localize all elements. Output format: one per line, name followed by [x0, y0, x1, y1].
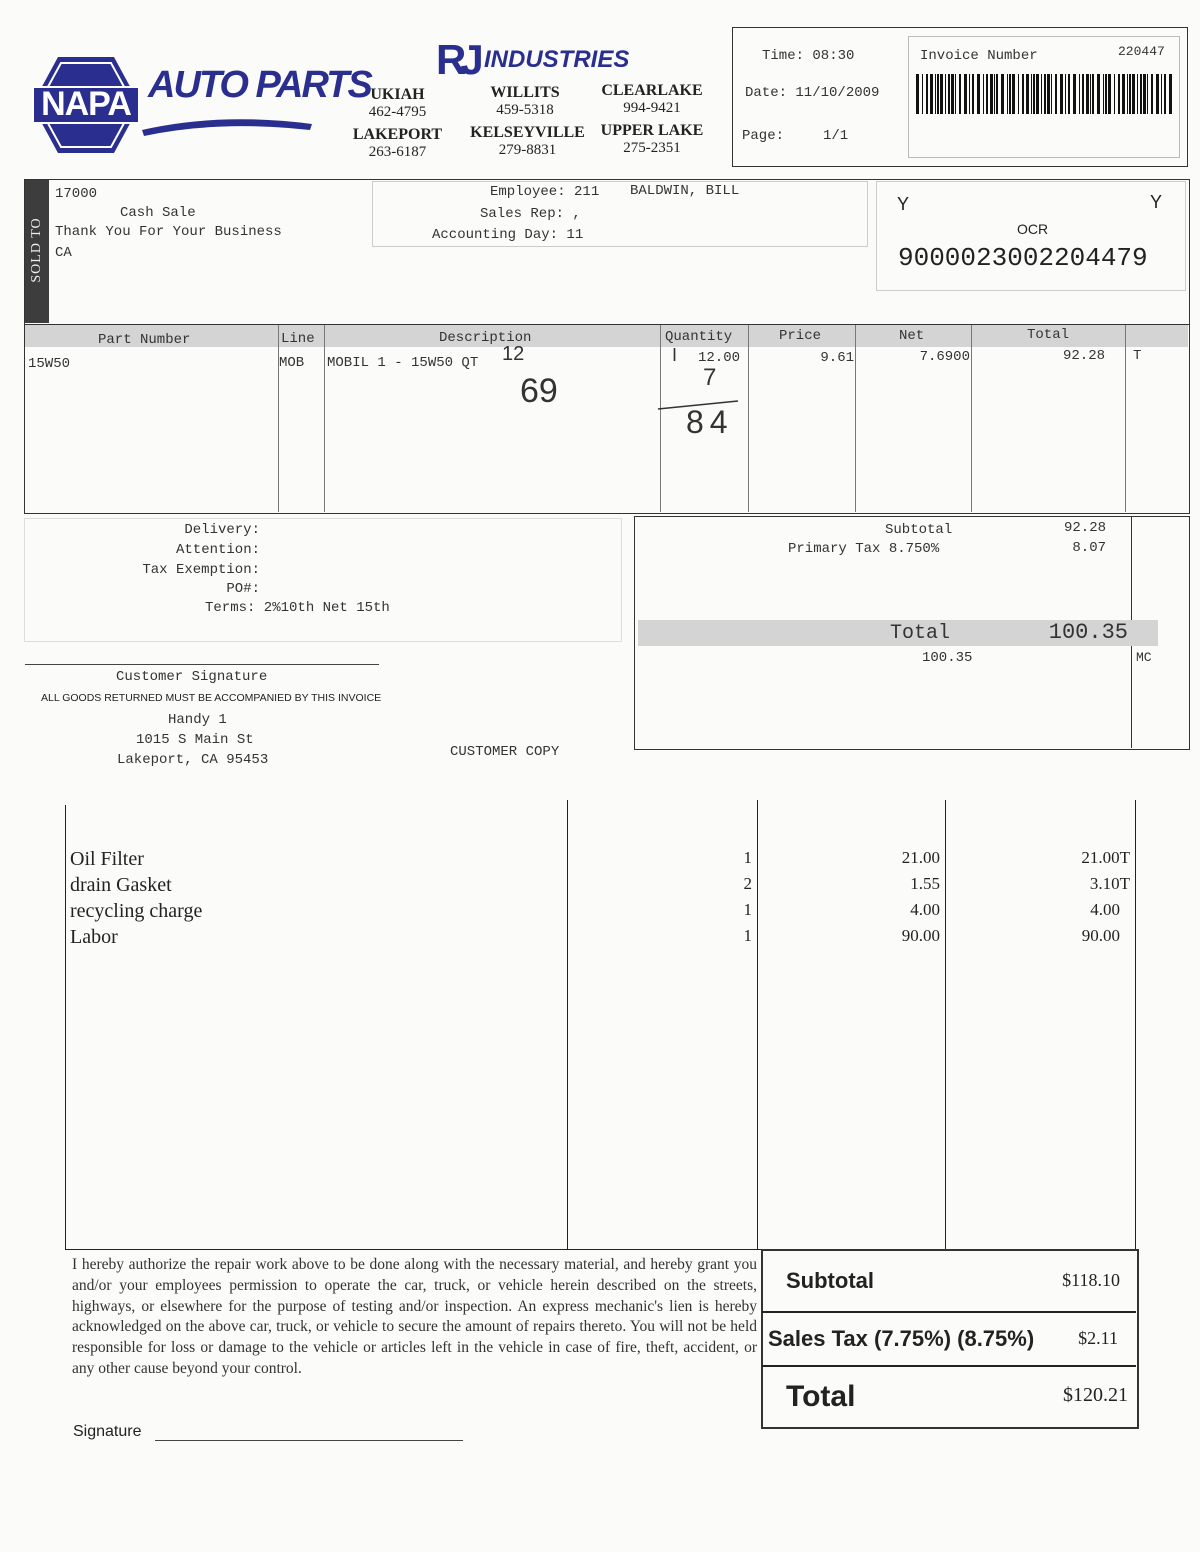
barcode-bar [916, 74, 919, 114]
barcode-bar [1018, 74, 1019, 114]
barcode-bar [1164, 74, 1166, 114]
header-line: Line [281, 331, 315, 347]
store-phone: 462-4795 [368, 104, 427, 120]
sold-to-sidebar [25, 180, 49, 323]
barcode-bar [1132, 74, 1135, 114]
col-divider [660, 325, 661, 512]
sales-rep: Sales Rep: , [480, 206, 581, 222]
summary-tax: 8.07 [1072, 540, 1106, 556]
repair-subtotal-label: Subtotal [786, 1268, 874, 1293]
date: Date: 11/10/2009 [745, 85, 880, 101]
store-name: CLEARLAKE [601, 82, 703, 99]
barcode-bar [1068, 74, 1070, 114]
col-divider [855, 325, 856, 512]
repair-item-qty: 2 [743, 874, 752, 893]
barcode-bar [1137, 74, 1138, 114]
col-divider [971, 325, 972, 512]
repair-total: $120.21 [1063, 1384, 1128, 1406]
customer-signature-line [25, 664, 379, 665]
col-divider [278, 325, 279, 512]
barcode-bar [1051, 74, 1052, 114]
barcode-bar [996, 74, 998, 114]
store-name: UPPER LAKE [600, 122, 704, 139]
parts-table-header [25, 325, 1188, 347]
row-line: MOB [279, 355, 305, 371]
signature-label: Signature [73, 1423, 142, 1440]
ocr-y-right: Y [1150, 192, 1163, 212]
barcode-bar [1001, 74, 1004, 114]
repair-sales-tax: $2.11 [1078, 1328, 1118, 1348]
napa-logo-text: NAPA [41, 85, 131, 123]
store-phone: 994-9421 [623, 100, 681, 116]
store-list [340, 82, 720, 162]
barcode-bar [1041, 74, 1042, 114]
repair-item-total: 4.00 [1090, 900, 1120, 919]
barcode-bar [1047, 74, 1050, 114]
barcode-bar [959, 74, 961, 114]
store-name: LAKEPORT [352, 126, 443, 143]
col-divider [324, 325, 325, 512]
ocr-label: OCR [1017, 221, 1049, 237]
store-phone: 279-8831 [498, 142, 557, 158]
invoice-number-label: Invoice Number [920, 48, 1038, 64]
sold-to-label: SOLD TO [29, 217, 44, 283]
barcode-bar [990, 74, 993, 114]
summary-total-label: Total [890, 622, 951, 645]
barcode-bar [994, 74, 995, 114]
barcode-bar [951, 74, 954, 114]
repair-col-divider [567, 800, 568, 1250]
ocr-y-left: Y [897, 194, 910, 214]
authorization-text: I hereby authorize the repair work above to be done along with the necessary material, and hereby grant you and/or your employees permission to operate the car, truck, or vehicle herein described on the streets, highways, or elsewhere for the purpose of testing and/or inspection. An express mechanic's lien is hereby acknowledged on the above car, truck, or vehicle to secure the amount of repairs thereto. You will not be held responsible for loss or damage to the vehicle or articles left in the vehicle in case of fire, theft, accident, or any other cause beyond your control. [72, 1256, 757, 1377]
napa-logo [30, 55, 142, 155]
employee-name: BALDWIN, BILL [630, 183, 740, 199]
terms: Terms: 2%10th Net 15th [205, 600, 390, 616]
col-divider [748, 325, 749, 512]
repair-col-divider [945, 800, 946, 1250]
row-part: 15W50 [28, 356, 71, 372]
handwritten-qty-tick: I [672, 345, 678, 365]
barcode-bar [972, 74, 974, 114]
barcode-bar [1033, 74, 1035, 114]
row-description: MOBIL 1 - 15W50 QT [327, 355, 479, 371]
barcode-bar [1143, 74, 1146, 114]
barcode-bar [1127, 74, 1128, 114]
repair-item-qty: 1 [743, 848, 752, 867]
time: Time: 08:30 [762, 48, 855, 64]
barcode-bar [1169, 74, 1172, 114]
row-qty: 12.00 [698, 350, 741, 366]
auto-parts-swoosh [140, 108, 315, 138]
barcode-bar [1151, 74, 1153, 114]
barcode-bar [1129, 74, 1131, 114]
delivery: Delivery: [184, 522, 260, 538]
repair-subtotal: $118.10 [1062, 1270, 1120, 1290]
barcode-bar [926, 74, 928, 114]
row-tax-flag: T [1133, 348, 1142, 364]
barcode-bar [1007, 74, 1008, 114]
attention: Attention: [175, 542, 260, 558]
signature-line [155, 1440, 463, 1441]
barcode-bar [1114, 74, 1115, 114]
barcode-bar [1140, 74, 1142, 114]
handwritten-desc-mark: 12 [502, 343, 525, 365]
repair-item-qty: 1 [743, 926, 752, 945]
barcode-bar [964, 74, 967, 114]
header-net: Net [899, 328, 925, 344]
store-phone: 459-5318 [496, 102, 554, 118]
barcode-bar [1060, 74, 1063, 114]
row-price: 9.61 [820, 350, 854, 366]
store-phone: 275-2351 [623, 140, 681, 156]
tax-exemption: Tax Exemption: [142, 562, 260, 578]
handwritten-desc-note: 69 [520, 372, 558, 410]
store-phone: 263-6187 [368, 144, 427, 160]
barcode-bar [955, 74, 956, 114]
barcode-bar [1009, 74, 1011, 114]
handwritten-qty-note-top: 7 [703, 364, 717, 391]
repair-item-description: recycling charge [70, 900, 203, 922]
handwritten-qty-note-bottom: 84 [686, 404, 734, 440]
barcode-bar [922, 74, 923, 114]
barcode-bar [940, 74, 943, 114]
employee: Employee: 211 [490, 184, 600, 200]
barcode-bar [1022, 74, 1024, 114]
summary-total: 100.35 [1048, 620, 1128, 645]
repair-item-description: drain Gasket [70, 874, 172, 896]
header-description: Description [439, 330, 532, 346]
store-name: UKIAH [370, 86, 425, 103]
repair-total-label: Total [786, 1380, 856, 1413]
barcode-bar [1105, 74, 1107, 114]
barcode [916, 74, 1176, 114]
customer-copy-label: CUSTOMER COPY [450, 744, 560, 760]
ocr-number: 9000023002204479 [898, 243, 1148, 273]
barcode-bar [1147, 74, 1148, 114]
barcode-bar [1082, 74, 1084, 114]
sold-to-state: CA [55, 245, 72, 261]
repair-col-divider [757, 800, 758, 1250]
barcode-bar [1073, 74, 1076, 114]
barcode-bar [1103, 74, 1104, 114]
sold-to-thanks: Thank You For Your Business [55, 224, 282, 240]
sold-to-account: 17000 [55, 186, 98, 202]
industries-wordmark: INDUSTRIES [484, 46, 630, 73]
store-name: KELSEYVILLE [470, 124, 585, 141]
barcode-bar [937, 74, 939, 114]
payment-method: MC [1136, 650, 1152, 665]
barcode-bar [1090, 74, 1091, 114]
barcode-bar [986, 74, 988, 114]
barcode-bar [1031, 74, 1032, 114]
po-number: PO#: [226, 581, 260, 597]
auto-parts-wordmark: AUTO PARTS [148, 64, 371, 106]
barcode-bar [1118, 74, 1120, 114]
customer-address2: Lakeport, CA 95453 [117, 752, 269, 768]
header-part-number: Part Number [98, 332, 191, 348]
repair-item-total: 3.10T [1089, 874, 1130, 893]
repair-item-price: 90.00 [901, 926, 940, 945]
header-price: Price [779, 328, 822, 344]
barcode-bar [1026, 74, 1029, 114]
barcode-bar [945, 74, 946, 114]
totals-divider [762, 1365, 1136, 1367]
sold-to-name: Cash Sale [120, 205, 196, 221]
barcode-bar [1036, 74, 1039, 114]
barcode-bar [1012, 74, 1015, 114]
barcode-bar [1065, 74, 1066, 114]
barcode-bar [1079, 74, 1080, 114]
summary-subtotal-label: Subtotal [885, 522, 953, 538]
customer-address1: 1015 S Main St [136, 732, 254, 748]
page-value: 1/1 [823, 128, 849, 144]
page-label: Page: [742, 128, 785, 144]
store-name: WILLITS [490, 84, 560, 101]
customer-signature-label: Customer Signature [116, 669, 268, 685]
barcode-bar [1092, 74, 1094, 114]
repair-item-price: 4.00 [910, 900, 940, 919]
row-net: 7.6900 [919, 349, 970, 365]
parts-table [24, 324, 1190, 514]
rj-logo: RJ [436, 36, 478, 83]
repair-item-price: 1.55 [910, 874, 940, 893]
accounting-day: Accounting Day: 11 [432, 227, 584, 243]
repair-right-border [1135, 800, 1136, 1250]
summary-subtotal: 92.28 [1063, 520, 1106, 536]
barcode-bar [1108, 74, 1111, 114]
barcode-bar [948, 74, 950, 114]
customer-name: Handy 1 [168, 712, 227, 728]
repair-left-border [65, 805, 66, 1250]
repair-item-description: Oil Filter [70, 848, 144, 870]
row-total: 92.28 [1062, 348, 1105, 364]
repair-item-qty: 1 [743, 900, 752, 919]
barcode-bar [969, 74, 970, 114]
header-quantity: Quantity [665, 329, 733, 345]
barcode-bar [930, 74, 933, 114]
invoice-number: 220447 [1118, 44, 1165, 59]
barcode-bar [1086, 74, 1089, 114]
repair-sales-tax-label: Sales Tax (7.75%) (8.75%) [768, 1326, 1035, 1351]
summary-paid: 100.35 [922, 650, 973, 666]
repair-item-total: 21.00T [1081, 848, 1130, 867]
barcode-bar [1097, 74, 1100, 114]
barcode-bar [1044, 74, 1046, 114]
barcode-bar [1161, 74, 1162, 114]
header-total: Total [1027, 327, 1070, 343]
barcode-bar [977, 74, 980, 114]
col-divider [1125, 325, 1126, 512]
totals-divider [762, 1311, 1136, 1313]
repair-item-price: 21.00 [901, 848, 940, 867]
repair-item-description: Labor [70, 926, 118, 948]
repair-item-total: 90.00 [1081, 926, 1120, 945]
barcode-bar [983, 74, 984, 114]
barcode-bar [935, 74, 936, 114]
returns-note: ALL GOODS RETURNED MUST BE ACCOMPANIED BY THIS INVOICE [41, 692, 382, 704]
barcode-bar [1055, 74, 1057, 114]
summary-tax-label: Primary Tax 8.750% [788, 541, 940, 557]
barcode-bar [1156, 74, 1159, 114]
barcode-bar [1122, 74, 1125, 114]
